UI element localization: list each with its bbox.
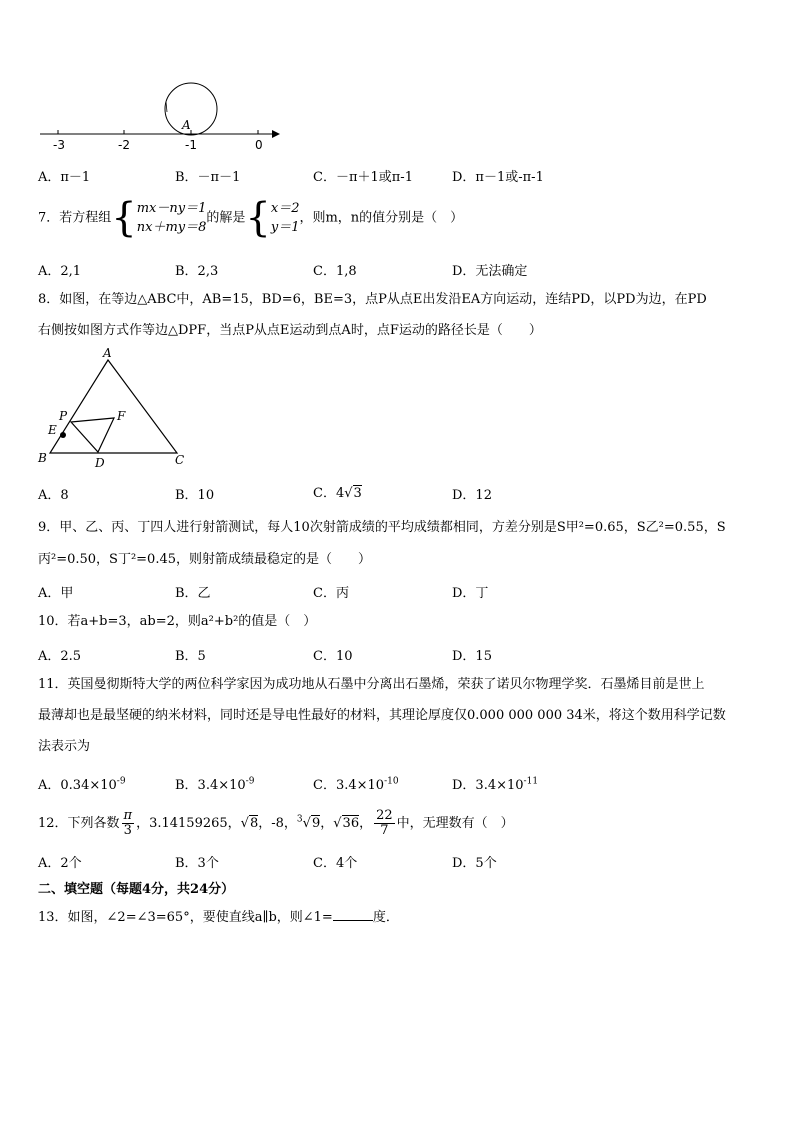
label-d: D bbox=[95, 456, 105, 470]
numerator: 22 bbox=[376, 808, 393, 823]
q12-option-a[interactable]: A．2个 bbox=[38, 856, 82, 871]
triangle-dpf bbox=[71, 418, 114, 452]
q9-line-1: 9．甲、乙、丙、丁四人进行射箭测试，每人10次射箭成绩的平均成绩都相同，方差分别是S甲²=0.65，S乙²=0.55，S bbox=[38, 520, 726, 535]
q7-option-a[interactable]: A．2,1 bbox=[38, 264, 82, 279]
label-b: B bbox=[38, 451, 47, 465]
q11-line-3: 法表示为 bbox=[38, 739, 91, 754]
radical-icon: √ bbox=[333, 816, 342, 831]
q13-suffix: 度． bbox=[372, 910, 399, 925]
q7-suffix: ，则m，n的值分别是（ ） bbox=[299, 210, 464, 226]
q10-option-c[interactable]: C．10 bbox=[313, 649, 353, 664]
tick-label: -3 bbox=[53, 138, 65, 152]
label-e: E bbox=[48, 423, 57, 437]
label-a: A bbox=[103, 346, 112, 360]
equation-system-2 bbox=[271, 199, 300, 237]
exponent: -11 bbox=[523, 776, 539, 787]
separator: ， bbox=[359, 816, 373, 831]
point-label-a: A bbox=[182, 118, 191, 132]
q8-option-b[interactable]: B．10 bbox=[175, 488, 215, 503]
exponent: -9 bbox=[116, 776, 126, 787]
q11-line-2: 最薄却也是最坚硬的纳米材料，同时还是导电性最好的材料，其理论厚度仅0.000 000 000 34米，将这个数用科学记数 bbox=[38, 708, 726, 723]
left-brace-icon: { bbox=[111, 195, 137, 241]
fraction-22-over-7 bbox=[374, 809, 395, 838]
q11-line-1: 11．英国曼彻斯特大学的两位科学家因为成功地从石墨中分离出石墨烯，荣获了诺贝尔物理学奖．石墨烯目前是世上 bbox=[38, 677, 705, 692]
number-line-figure bbox=[36, 82, 286, 154]
q9-option-d[interactable]: D．丁 bbox=[452, 586, 489, 601]
triangle-figure bbox=[34, 344, 194, 472]
q7-option-d[interactable]: D．无法确定 bbox=[452, 264, 528, 279]
q10-text: 10．若a+b=3，ab=2，则a²+b²的值是（ ） bbox=[38, 614, 317, 629]
q11-option-a[interactable] bbox=[38, 774, 126, 793]
question-12 bbox=[38, 808, 514, 840]
axis-arrow bbox=[272, 130, 280, 138]
radicand: 36 bbox=[342, 816, 360, 831]
answer-blank[interactable] bbox=[333, 908, 373, 921]
rolling-circle bbox=[165, 83, 217, 135]
q11-option-d[interactable] bbox=[452, 774, 538, 793]
q7-middle: 的解是 bbox=[206, 210, 246, 226]
fraction-pi-over-3 bbox=[122, 809, 135, 838]
label-p: P bbox=[59, 409, 68, 423]
q7-option-c[interactable]: C．1,8 bbox=[313, 264, 357, 279]
q8-option-c[interactable] bbox=[313, 482, 362, 501]
q9-option-a[interactable]: A．甲 bbox=[38, 586, 74, 601]
q8-line-2: 右侧按如图方式作等边△DPF，当点P从点E运动到点A时，点F运动的路径长是（ ） bbox=[38, 323, 542, 338]
q10-option-b[interactable]: B．5 bbox=[175, 649, 206, 664]
radicand: 3 bbox=[353, 486, 362, 501]
question-7 bbox=[38, 195, 464, 241]
q10-option-d[interactable]: D．15 bbox=[452, 649, 492, 664]
denominator: 3 bbox=[123, 823, 132, 838]
option-text: D．3.4×10 bbox=[452, 778, 524, 793]
q12-option-b[interactable]: B．3个 bbox=[175, 856, 219, 871]
denominator: 7 bbox=[380, 823, 389, 838]
q11-option-b[interactable] bbox=[175, 774, 254, 793]
q12-list-text: ，3.14159265， bbox=[136, 816, 241, 831]
q11-option-c[interactable] bbox=[313, 774, 399, 793]
equation-row: x＝2 bbox=[270, 201, 300, 216]
root-index: 3 bbox=[296, 814, 303, 825]
q9-option-c[interactable]: C．丙 bbox=[313, 586, 349, 601]
q12-option-d[interactable]: D．5个 bbox=[452, 856, 497, 871]
label-c: C bbox=[175, 453, 185, 467]
equation-row: nx＋my＝8 bbox=[136, 220, 207, 235]
radical-icon: √ bbox=[240, 816, 249, 831]
tick-label: 0 bbox=[255, 138, 263, 152]
label-f: F bbox=[117, 409, 126, 423]
q13-prefix: 13．如图，∠2=∠3=65°，要使直线a∥b，则∠1= bbox=[38, 910, 333, 925]
separator: ， bbox=[320, 816, 334, 831]
equation-row: y＝1 bbox=[270, 220, 300, 235]
exponent: -10 bbox=[384, 776, 399, 787]
radicand: 9 bbox=[311, 816, 321, 831]
q8-option-d[interactable]: D．12 bbox=[452, 488, 492, 503]
point-e bbox=[60, 432, 66, 438]
q6-option-d[interactable]: D．π－1或-π-1 bbox=[452, 170, 544, 185]
section-heading: 二、填空题（每题4分，共24分） bbox=[38, 882, 235, 897]
radicand: 8 bbox=[249, 816, 259, 831]
q7-option-b[interactable]: B．2,3 bbox=[175, 264, 219, 279]
q12-suffix: 中，无理数有（ ） bbox=[396, 816, 514, 831]
q12-list-text: ，-8， bbox=[258, 816, 297, 831]
equation-row: mx－ny＝1 bbox=[136, 201, 207, 216]
radical-icon: √ bbox=[344, 486, 353, 501]
option-text: A．0.34×10 bbox=[38, 778, 117, 793]
q6-option-b[interactable]: B．－π－1 bbox=[175, 170, 241, 185]
triangle-abc bbox=[50, 360, 177, 453]
q12-option-c[interactable]: C．4个 bbox=[313, 856, 358, 871]
q8-line-1: 8．如图，在等边△ABC中，AB=15，BD=6，BE=3，点P从点E出发沿EA方向运动，连结PD，以PD为边，在PD bbox=[38, 292, 707, 307]
radical-icon: √ bbox=[302, 816, 311, 831]
q6-option-a[interactable]: A．π－1 bbox=[38, 170, 91, 185]
option-text: B．3.4×10 bbox=[175, 778, 246, 793]
equation-system-1 bbox=[137, 199, 207, 237]
numerator: π bbox=[123, 808, 133, 823]
q9-option-b[interactable]: B．乙 bbox=[175, 586, 211, 601]
q12-prefix: 12．下列各数 bbox=[38, 816, 120, 831]
question-13 bbox=[38, 906, 399, 925]
option-c-text: C．4 bbox=[313, 486, 345, 501]
exponent: -9 bbox=[245, 776, 255, 787]
q8-option-a[interactable]: A．8 bbox=[38, 488, 69, 503]
q9-line-2: 丙²=0.50，S丁²=0.45，则射箭成绩最稳定的是（ ） bbox=[38, 552, 372, 567]
q6-option-c[interactable]: C．－π＋1或π-1 bbox=[313, 170, 413, 185]
tick-label: -1 bbox=[185, 138, 197, 152]
q7-prefix: 7．若方程组 bbox=[38, 210, 112, 226]
option-text: C．3.4×10 bbox=[313, 778, 385, 793]
q10-option-a[interactable]: A．2.5 bbox=[38, 649, 82, 664]
tick-label: -2 bbox=[118, 138, 130, 152]
left-brace-icon: { bbox=[245, 195, 271, 241]
